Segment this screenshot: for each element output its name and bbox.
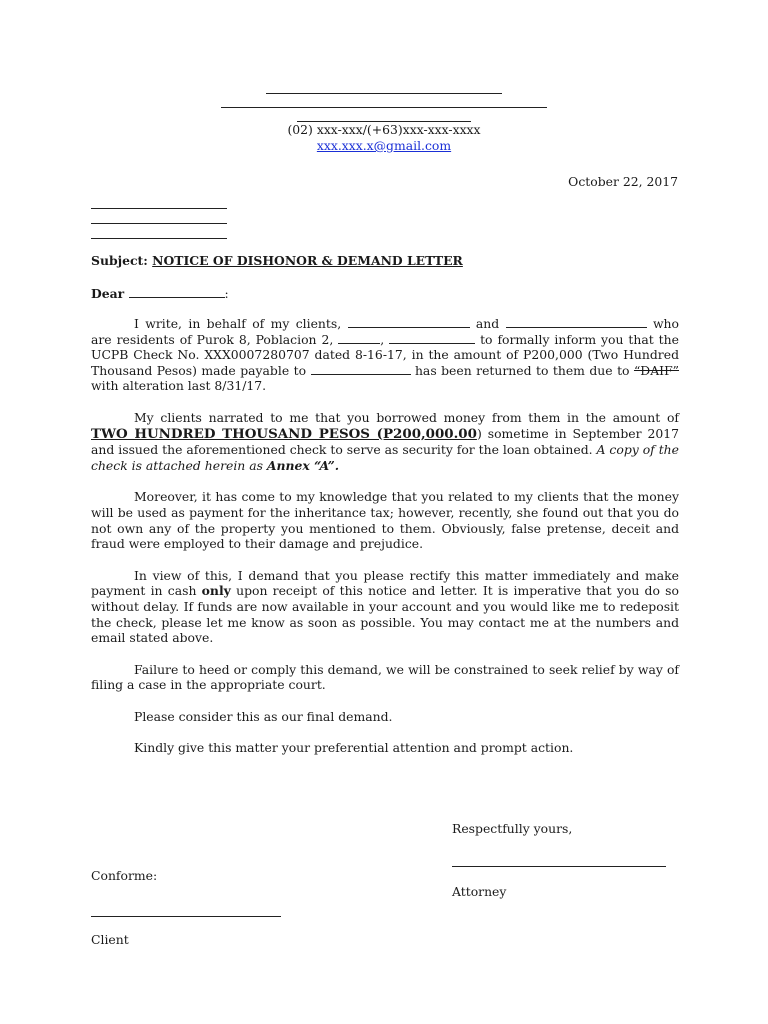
name-blank-line xyxy=(266,80,502,94)
paragraph-5: Failure to heed or comply this demand, we will be constrained to seek relief by way of filing a case in the appropriate court. xyxy=(91,661,679,693)
daif-strikethrough: “DAIF” xyxy=(633,362,680,378)
paragraph-7: Kindly give this matter your preferential attention and prompt action. xyxy=(134,740,574,756)
recipient-name-line xyxy=(91,194,227,209)
paragraph-6: Please consider this as our final demand. xyxy=(134,708,393,724)
annex-reference: Annex “A”. xyxy=(266,457,340,473)
closing: Respectfully yours, xyxy=(452,821,573,836)
phone-numbers: (02) xxx-xxx/(+63)xxx-xxx-xxxx xyxy=(287,122,481,137)
subject-line xyxy=(91,253,463,268)
email-link[interactable]: xxx.xxx.x@gmail.com xyxy=(316,138,452,153)
recipient-address-line xyxy=(91,224,227,239)
location-blank xyxy=(338,332,380,344)
location-blank xyxy=(389,332,475,344)
subject-label: Subject: xyxy=(91,253,148,268)
address2-blank-line xyxy=(297,108,471,122)
subject-title: NOTICE OF DISHONOR & DEMAND LETTER xyxy=(152,253,463,268)
recipient-address-line xyxy=(91,209,227,224)
conforme-label: Conforme: xyxy=(91,868,158,883)
salutation xyxy=(91,285,229,301)
attorney-signature-line xyxy=(452,866,666,867)
address-blank-line xyxy=(221,94,547,108)
salutation-dear: Dear xyxy=(91,286,125,301)
letter-body xyxy=(91,316,679,772)
client-label: Client xyxy=(91,932,129,947)
paragraph-3: Moreover, it has come to my knowledge that you related to my clients that the money will be used as payment for the inheritance tax; however, recently, she found out that you do not own any of the property you mentioned to them. Obviously, false pretense, deceit and fraud were employed to their damage and prejudice. xyxy=(91,489,679,552)
payee-blank xyxy=(311,363,411,375)
letterhead xyxy=(0,80,768,154)
attorney-label: Attorney xyxy=(452,884,507,899)
only-emphasis: only xyxy=(201,583,231,599)
paragraph-1: I write, in behalf of my clients, and who are residents of Purok 8, Poblacion 2, , to formally inform you that the UCPB Check No. XXX0007280707 dated 8-16-17, in the amount of P200,000 (Two Hundred Thousand Pesos) made payable to has been returned to them due to “DAIF” with alteration last 8/31/17. xyxy=(91,316,680,394)
letter-date: October 22, 2017 xyxy=(568,174,678,189)
salutation-colon: : xyxy=(224,286,229,301)
salutation-name-blank xyxy=(129,285,225,298)
client-signature-line xyxy=(91,916,281,917)
paragraph-2: My clients narrated to me that you borrowed money from them in the amount of TWO HUNDRED THOUSAND PESOS (P200,000.00) sometime in September 2017 and issued the aforementioned check to serve as security for the loan obtained. A copy of the check is attached herein as Annex “A”. xyxy=(91,409,679,473)
client-name-blank xyxy=(506,316,647,328)
recipient-address-block xyxy=(91,194,227,239)
client-name-blank xyxy=(348,316,470,328)
loan-amount: TWO HUNDRED THOUSAND PESOS (P200,000.00 xyxy=(91,425,477,442)
paragraph-4: In view of this, I demand that you please rectify this matter immediately and make payment in cash only upon receipt of this notice and letter. It is imperative that you do so without delay. If funds are now available in your account and you would like me to redeposit the check, please let me know as soon as possible. You may contact me at the numbers and email stated above. xyxy=(91,567,679,646)
